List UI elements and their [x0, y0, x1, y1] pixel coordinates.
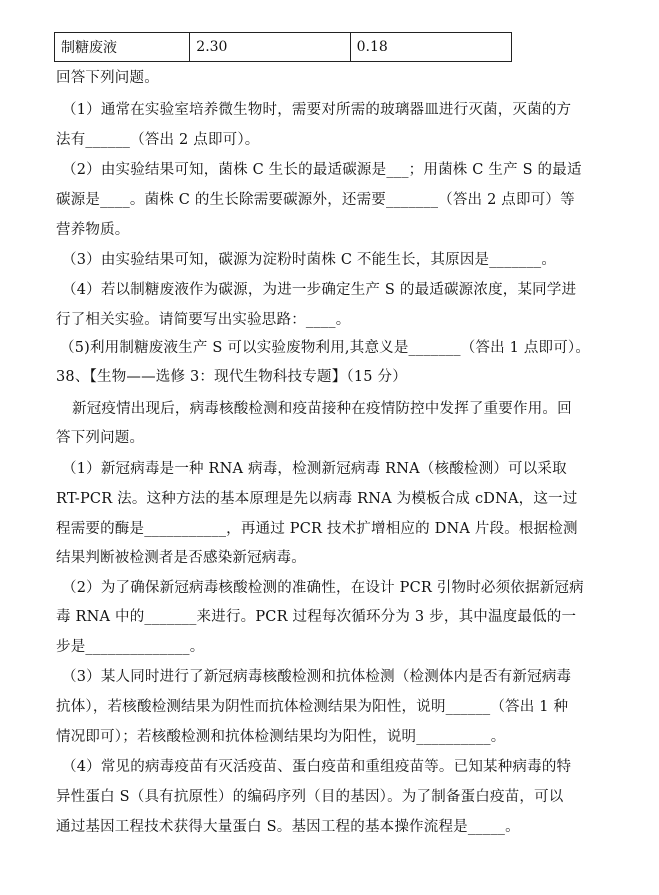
- results-table: [54, 32, 512, 62]
- text-line: RT-PCR 法。这种方法的基本原理是先以病毒 RNA 为模板合成 cDNA，这一过: [56, 491, 578, 507]
- text-line: 结果判断被检测者是否感染新冠病毒。: [56, 550, 306, 566]
- text-line: 异性蛋白 S（具有抗原性）的编码序列（目的基因）。为了制备蛋白疫苗，可以: [56, 789, 564, 805]
- text-line: （3）由实验结果可知，碳源为淀粉时菌株 C 不能生长，其原因是_______。: [62, 252, 557, 268]
- text-line: （1）通常在实验室培养微生物时，需要对所需的玻璃器皿进行灭菌，灭菌的方: [62, 102, 572, 118]
- table-cell-value-1: 2.30: [190, 33, 350, 62]
- text-line: 行了相关实验。请简要写出实验思路：____。: [56, 312, 351, 328]
- text-line: 法有______（答出 2 点即可）。: [56, 132, 260, 148]
- table-row: [55, 33, 512, 62]
- text-line: 碳源是____。菌株 C 的生长除需要碳源外，还需要_______（答出 2 点即可）等: [56, 192, 575, 208]
- text-line: 程需要的酶是___________，再通过 PCR 技术扩增相应的 DNA 片段。根据检测: [56, 521, 578, 537]
- text-line: 通过基因工程技术获得大量蛋白 S。基因工程的基本操作流程是_____。: [56, 819, 520, 835]
- text-line: 情况即可）；若核酸检测和抗体检测结果均为阳性，说明__________。: [56, 729, 506, 745]
- text-line: 新冠疫情出现后，病毒核酸检测和疫苗接种在疫情防控中发挥了重要作用。回: [72, 401, 572, 417]
- text-line: （2）由实验结果可知，菌株 C 生长的最适碳源是___；用菌株 C 生产 S 的最适: [62, 162, 582, 178]
- text-line: （1）新冠病毒是一种 RNA 病毒，检测新冠病毒 RNA（核酸检测）可以采取: [62, 461, 567, 477]
- text-line: 抗体），若核酸检测结果为阴性而抗体检测结果为阳性，说明______（答出 1 种: [56, 699, 569, 715]
- text-line: （4）常见的病毒疫苗有灭活疫苗、蛋白疫苗和重组疫苗等。已知某种病毒的特: [62, 759, 572, 775]
- text-line: 回答下列问题。: [56, 70, 159, 86]
- text-line: （5)利用制糖废液生产 S 可以实验废物利用,其意义是_______（答出 1 点即可）。: [60, 340, 591, 356]
- text-line: （3）某人同时进行了新冠病毒核酸检测和抗体检测（检测体内是否有新冠病毒: [62, 669, 572, 685]
- text-line: （2）为了确保新冠病毒核酸检测的准确性，在设计 PCR 引物时必须依据新冠病: [62, 580, 584, 596]
- text-line: 毒 RNA 中的_______来进行。PCR 过程每次循环分为 3 步，其中温度最低的一: [56, 609, 577, 625]
- text-line: （4）若以制糖废液作为碳源，为进一步确定生产 S 的最适碳源浓度，某同学进: [62, 282, 577, 298]
- text-line: 答下列问题。: [56, 430, 145, 446]
- text-line: 营养物质。: [56, 222, 130, 238]
- table-cell-carbon-source: 制糖废液: [55, 33, 190, 62]
- table-cell-value-2: 0.18: [350, 33, 511, 62]
- section-heading: 38、【生物——选修 3：现代生物科技专题】（15 分）: [56, 369, 407, 385]
- text-line: 步是______________。: [56, 639, 205, 655]
